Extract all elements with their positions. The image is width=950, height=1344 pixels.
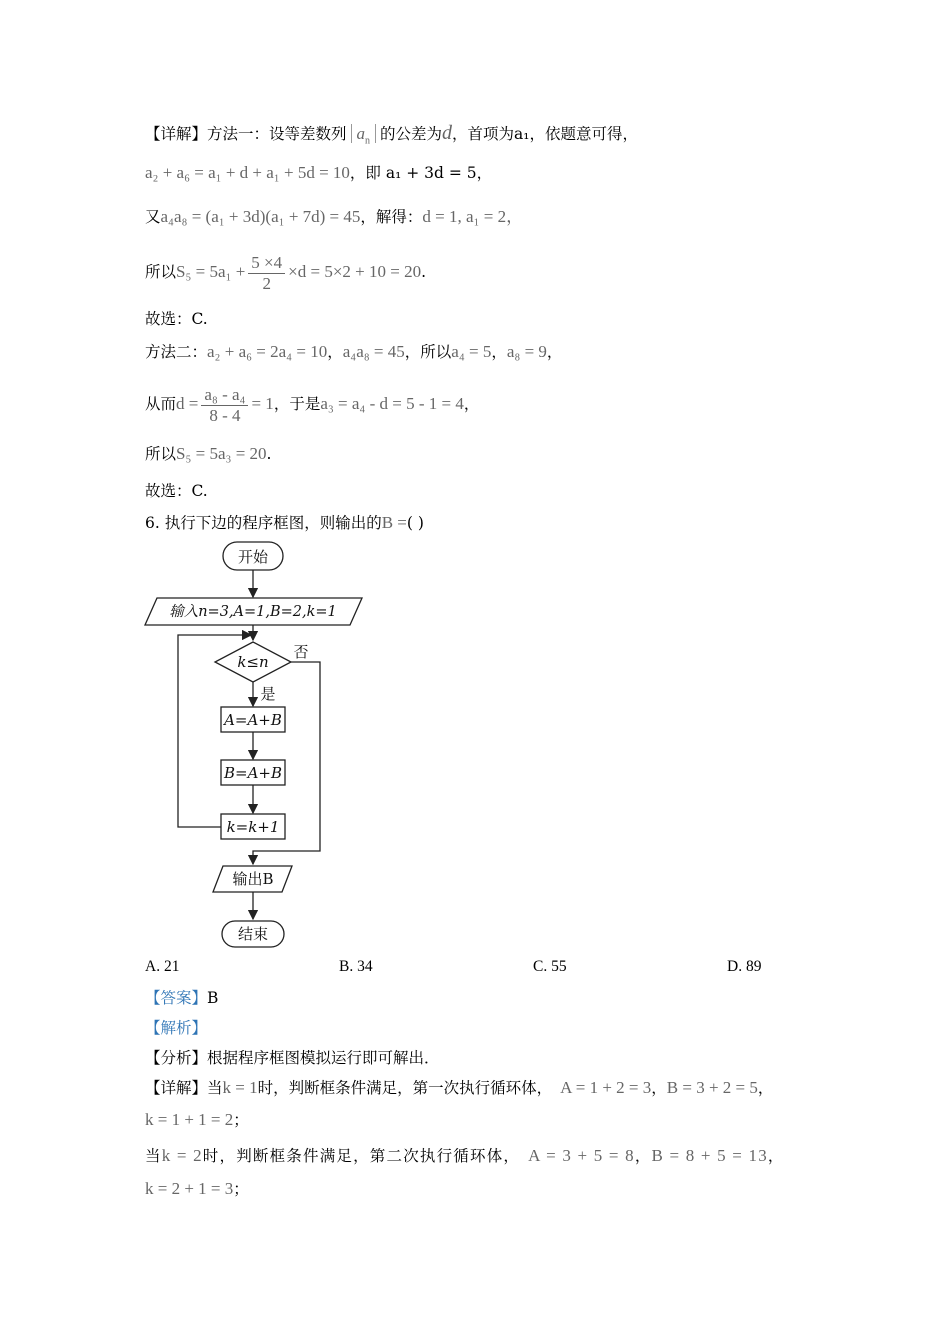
you-text: 又 [145,208,161,226]
d-letter: d [442,122,453,144]
comma-6: ， [757,1079,774,1097]
b-eq-13: B = 8 + 5 = 13 [651,1146,768,1165]
comma-7: ， [634,1147,652,1165]
fraction-d-den: 8 - 4 [209,405,241,425]
equation-a2-a6: a₂ + a₆ = a₁ + d + a₁ + 5d = 10 [145,163,350,182]
step3-label: k=k+1 [226,818,280,836]
period-2: . [266,445,272,463]
flowchart [140,540,380,955]
detail-1-text: 时，判断框条件满足，第一次执行循环体， [257,1079,553,1097]
comma-5: ， [651,1079,667,1097]
k-eq-3: k = 2 + 1 = 3 [145,1179,234,1198]
condition-label: k≤n [237,653,269,671]
s5-5a3: S₅ = 5a₃ = 20 [176,444,267,463]
yes-label: 是 [260,685,276,703]
semicolon-1: ； [233,1111,249,1129]
start-label: 开始 [237,548,269,566]
solution1-line2 [145,162,492,184]
d-result: = 1 [251,394,274,413]
detail-line-1 [145,1077,773,1099]
question-paren: ( ) [406,514,424,532]
d-equals: d = [176,394,199,413]
comma-2: ， [491,343,507,361]
suoyi-text-3: 所以 [145,445,177,463]
fenxi-text: 根据程序框图模拟运行即可解出． [207,1049,440,1067]
solution1-line3 [145,206,523,228]
equation-2a4: a₂ + a₆ = 2a₄ = 10 [207,342,328,361]
option-c[interactable]: C. 55 [533,958,567,975]
solve-text: ，解得： [360,208,423,226]
question-var-b: B = [381,513,407,532]
k-eq-1: k = 1 [222,1078,258,1097]
solution-d-a1: d = 1, a₁ = 2， [422,207,524,226]
question-6 [145,512,424,534]
solution2-line3 [145,443,271,465]
a8-value: a₈ = 9 [506,342,547,361]
a-eq-8: A = 3 + 5 = 8 [528,1146,635,1165]
no-label: 否 [293,643,309,661]
answer-label: 【答案】 [145,989,208,1007]
fraction-den: 2 [262,273,271,293]
output-label: 输出B [232,870,274,888]
detail-line-2 [145,1109,249,1131]
option-b[interactable]: B. 34 [339,958,373,975]
comma-8: ， [767,1147,785,1165]
equation-a1-3d: ，即 a₁ + 3d = 5， [349,164,493,182]
fenxi-label: 【分析】 [145,1049,208,1067]
equation-a4a8-45: a₄a₈ = 45 [342,342,405,361]
solution2-choice: 故选：C. [145,482,208,500]
suoyi-text: 所以 [145,263,177,281]
semicolon-2: ； [233,1180,249,1198]
dang-text-2: 当 [145,1147,162,1165]
solution2-line1 [145,341,562,363]
detail-line-3 [145,1145,785,1167]
solution1-line1 [145,122,638,152]
k-eq-2: k = 1 + 1 = 2 [145,1110,234,1129]
end-label: 结束 [237,925,269,943]
solution2-line2 [145,382,479,426]
fraction-num: 5 ×4 [248,253,285,274]
yushi-text: ，于是 [273,395,321,413]
method2-label: 方法二： [145,343,208,361]
b-eq-5: B = 3 + 2 = 5 [666,1078,758,1097]
fenxi-line [145,1047,440,1069]
detail-3-text: 时，判断框条件满足，第二次执行循环体， [202,1147,521,1165]
option-d[interactable]: D. 89 [727,958,762,975]
s5-formula-b: ×d = 5×2 + 10 = 20 [288,262,422,281]
comma-4: ， [463,395,480,413]
s5-formula-a: S₅ = 5a₁ + [176,262,246,281]
fraction-5x4-2 [248,253,285,294]
period: . [421,263,427,281]
solution1-line1-end: ，首项为a₁，依题意可得， [452,125,638,143]
answer-value: B [207,989,219,1007]
fraction-d-num: a₈ - a₄ [201,385,248,406]
dang-text: 当 [207,1079,223,1097]
solution1-diff-text: 的公差为 [380,125,443,143]
fraction-d [201,385,248,426]
question-stem: 6. 执行下边的程序框图，则输出的 [145,514,382,532]
an-sub: n [365,135,371,147]
solution1-choice: 故选：C. [145,310,208,328]
answer-line [145,987,218,1009]
detail-line-4 [145,1178,249,1200]
step1-label: A=A+B [224,711,282,729]
equation-a4a8: a₄a₈ = (a₁ + 3d)(a₁ + 7d) = 45 [160,207,361,226]
a4-value: a₄ = 5 [451,342,492,361]
sequence-an [351,124,377,147]
comma: ， [327,343,343,361]
option-a[interactable]: A. 21 [145,958,180,975]
input-label: 输入n=3,A=1,B=2,k=1 [169,604,337,620]
k-eq-2-cond: k = 2 [161,1146,203,1165]
analysis-label: 【解析】 [145,1019,208,1037]
suoyi-text-2: ，所以 [404,343,452,361]
congER-text: 从而 [145,395,177,413]
solution1-line4 [145,250,426,294]
analysis-label-line [145,1017,207,1039]
detail-label: 【详解】 [145,1079,208,1097]
a-eq-3: A = 1 + 2 = 3 [560,1078,652,1097]
d-symbol [442,122,452,144]
comma-3: ， [546,343,563,361]
a3-equation: a₃ = a₄ - d = 5 - 1 = 4 [320,394,464,413]
an-symbol: a [356,124,366,143]
step2-label: B=A+B [223,764,283,782]
solution1-intro: 【详解】方法一：设等差数列 [145,125,347,143]
